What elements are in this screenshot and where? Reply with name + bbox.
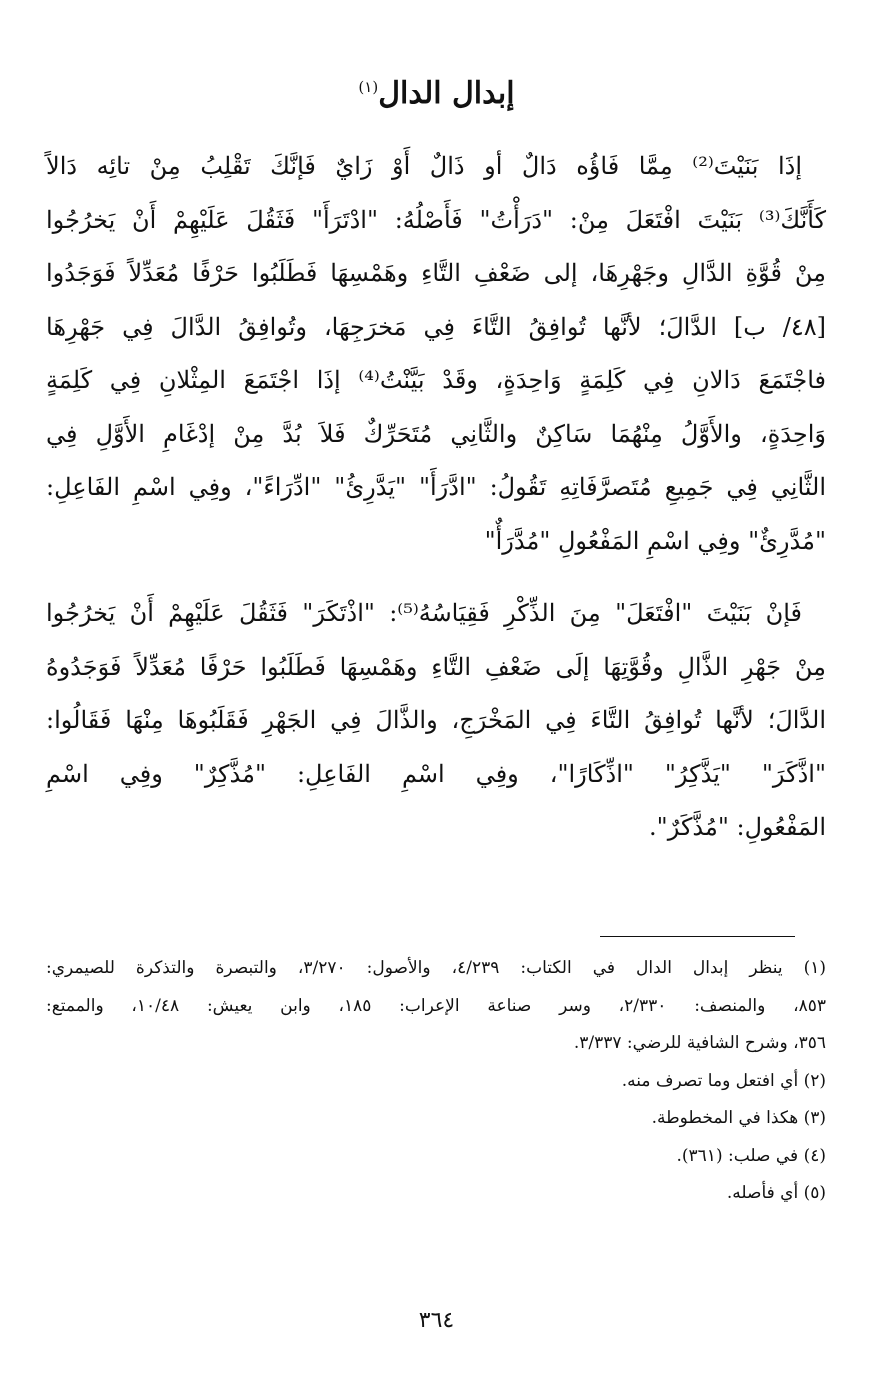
text-line: الدَّالَ؛ لأنَّها تُوافِقُ التَّاءَ فِي المَخْرَجِ، والذَّالَ فِي الجَهْرِ فَقَلَبُوهَا مِنْهَا فَقَالُوا: [46,706,827,734]
footnote-line: (٤) في صلب: (٣٦١). [676,1145,826,1166]
text-line: إذَا بَنَيْتَ⁽²⁾ مِمَّا فَاؤُه دَالٌ أو ذَالٌ أَوْ زَايٌ فَإنَّكَ تَقْلِبُ مِنْ تائِه دَالاً [46,152,802,180]
footnote-line: (١) ينظر إبدال الدال في الكتاب: ٤/٢٣٩، والأصول: ٣/٢٧٠، والتبصرة والتذكرة للصيمري: [46,958,826,978]
footnote-line: (٣) هكذا في المخطوطة. [651,1108,826,1128]
paragraph-2 [46,587,826,855]
title-footnote-ref: (١) [358,78,379,96]
text-line: المَفْعُولِ: "مُذَّكَرٌ". [649,813,826,841]
footnotes [46,950,826,1213]
text-line: مِنْ جَهْرِ الذَّالِ وقُوَّتِهَا إلَى ضَعْفِ التَّاءِ وهَمْسِهَا فَطَلَبُوا حَرْفًا مُعَدِّلاً فَوَجَدُوهُ [46,652,827,681]
footnote-line: (٥) أي فأصله. [726,1183,826,1203]
text-line: فاجْتَمَعَ دَالانِ فِي كَلِمَةٍ وَاحِدَةٍ، وقَدْ بَيَّنْتُ⁽⁴⁾ إذَا اجْتَمَعَ المِثْلانِ فِي كَلِمَةٍ [46,366,827,394]
paragraph-1 [46,140,826,568]
text-line: كَأَنَّكَ⁽³⁾ بَنَيْتَ افْتَعَلَ مِنْ: "دَرَأْتُ" فَأَصْلُهُ: "ادْتَرَأَ" فَثَقُلَ عَلَيْهِمْ أَنْ يَخرُجُوا [46,205,826,234]
text-line: "مُدَّرِئٌ" وفِي اسْمِ المَفْعُولِ "مُدَّرَأٌ" [484,526,826,555]
footnote-line: (٢) أي افتعل وما تصرف منه. [621,1070,826,1091]
title-text: إبدال الدال [378,76,515,111]
text-line: [٤٨/ ب] الدَّالَ؛ لأنَّها تُوافِقُ التَّاءَ فِي مَخرَجِهَا، وتُوافِقُ الدَّالَ فِي جَهْرِهَا [46,312,827,341]
text-line: "اذَّكَرَ" "يَذَّكِرُ" "اذِّكَارًا"، وفِي اسْمِ الفَاعِلِ: "مُذَّكِرٌ" وفِي اسْمِ [46,759,826,788]
text-line: فَإنْ بَنَيْتَ "افْتَعَلَ" مِنَ الذِّكْرِ فَقِيَاسُهُ⁽⁵⁾: "اذْتَكَرَ" فَثَقُلَ عَلَيْهِمْ أَنْ يَخرُجُوا [46,599,802,627]
page-title [0,62,873,119]
text-line: وَاحِدَةٍ، والأَوَّلُ مِنْهُمَا سَاكِنٌ والثَّانِي مُتَحَرِّكٌ فَلاَ بُدَّ مِنْ إدْغَامِ الأَوَّلِ فِي [46,419,827,448]
footnote-line: ٣٥٦، وشرح الشافية للرضي: ٣/٣٣٧. [573,1033,826,1053]
footnote-divider [600,936,795,937]
text-line: مِنْ قُوَّةِ الدَّالِ وجَهْرِهَا، إلى ضَعْفِ التَّاءِ وهَمْسِهَا فَطَلَبُوا حَرْفًا مُعَدِّلاً فَوَجَدُوا [46,259,827,287]
text-line: الثَّانِي فِي جَمِيعِ مُتَصرَّفَاتِهِ تَقُولُ: "ادَّرَأَ" "يَدَّرِئُ" "ادِّرَاءً"، وفِي اسْمِ الفَاعِلِ: [46,473,826,501]
footnote-line: ٨٥٣، والمنصف: ٢/٣٣٠، وسر صناعة الإعراب: ١٨٥، وابن يعيش: ١٠/٤٨، والممتع: [46,995,826,1016]
page-number: ٣٦٤ [418,1308,455,1333]
main-text [46,140,826,855]
